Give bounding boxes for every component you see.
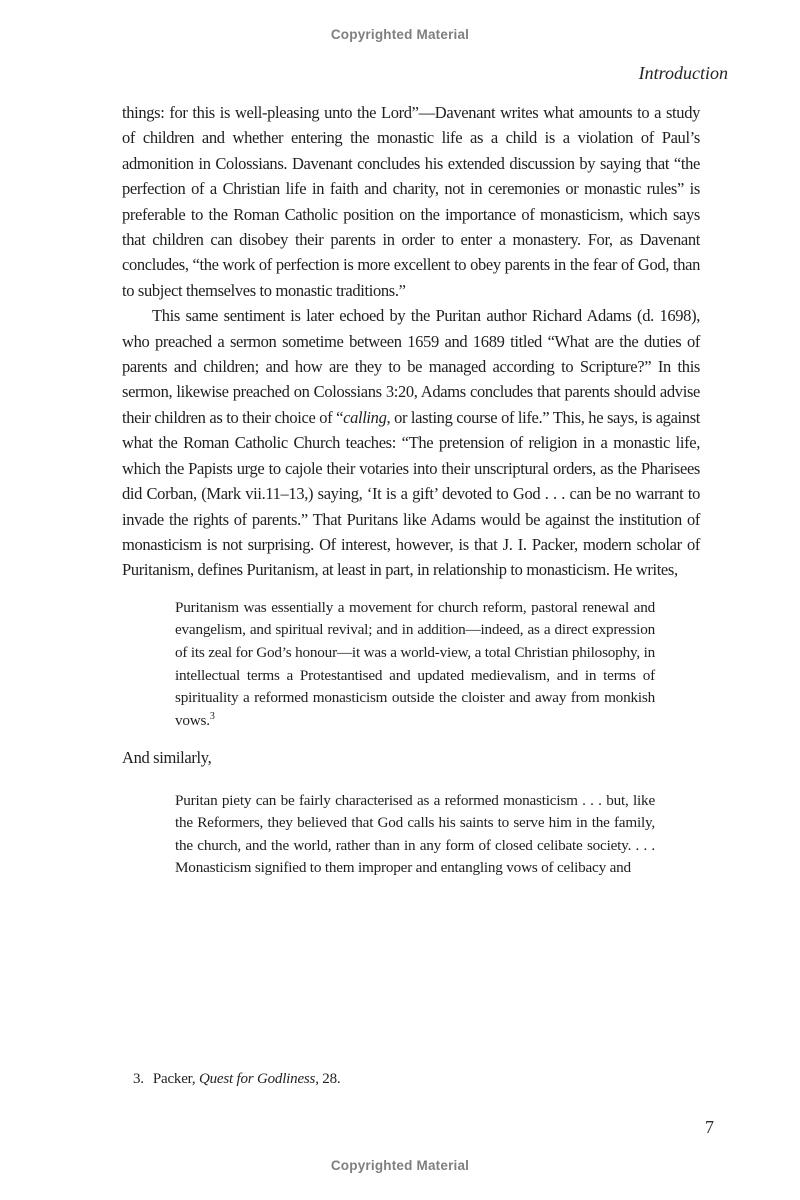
running-head: Introduction: [638, 63, 728, 83]
block-quote-packer-2: [175, 790, 655, 880]
footnote-number: 3.: [133, 1071, 144, 1087]
body-text: [122, 100, 700, 880]
copyright-notice-top: Copyrighted Material: [330, 27, 470, 42]
paragraph-interlude: And similarly,: [122, 748, 212, 768]
paragraph-davenant: [122, 100, 700, 303]
italic-term-calling: calling: [343, 407, 387, 427]
block-quote-packer-2-text: Puritan piety can be fairly characterised as a reformed monasticism . . . but, like the Reformers, they believed that God calls his saints to serve him in the family, the church, and the world, rather than in any form of closed celibate society. . . . Monasticism signified to them improper and entangling vows of celibacy and: [175, 791, 655, 877]
page-number: 7: [705, 1117, 714, 1137]
footnote-text-before-title: Packer,: [152, 1071, 199, 1087]
copyright-notice-bottom: Copyrighted Material: [330, 1158, 470, 1173]
paragraph-davenant-text: things: for this is well-pleasing unto the Lord”—Davenant writes what amounts to a study of children and whether entering the monastic life as a child is a violation of Paul’s admonition in Colossians. Davenant concludes his extended discussion by saying that “the perfection of a Christian life in faith and charity, not in ceremonies or monastic rules” is preferable to the Roman Catholic position on the importance of monasticism, which says that children can disobey their parents in order to enter a monastery. For, as Davenant concludes, “the work of perfection is more excellent to obey parents in the fear of God, than to subject themselves to monastic traditions.”: [122, 103, 700, 300]
paragraph-adams-packer: [122, 303, 700, 582]
block-quote-packer-1: [175, 597, 655, 733]
footnote-reference-3: 3: [209, 710, 215, 722]
block-quote-packer-1-text: Puritanism was essentially a movement for church reform, pastoral renewal and evangelism, and spiritual revival; and in addition—indeed, as a direct expression of its zeal for God’s honour—it was a world-view, a total Christian philosophy, in intellectual terms a Protestantised and updated medievalism, and in terms of spirituality a reformed monasticism outside the cloister and away from monkish vows.: [175, 598, 655, 729]
footnote-book-title: Quest for Godliness: [198, 1071, 316, 1087]
paragraph-adams-text-before: This same sentiment is later echoed by the Puritan author Richard Adams (d. 1698), who preached a sermon sometime between 1659 and 1689 titled “What are the duties of parents and children; and how are they to be managed according to Scripture?” In this sermon, likewise preached on Colossians 3:20, Adams concludes that parents should advise their children as to their choice of “: [122, 306, 700, 427]
footnote-text-after-title: , 28.: [315, 1071, 341, 1087]
footnote: [133, 1071, 340, 1088]
paragraph-adams-text-after: , or lasting course of life.” This, he says, is against what the Roman Catholic Church teaches: “The pretension of religion in a monastic life, which the Papists urge to cajole their votaries into their unscriptural orders, as the Pharisees did Corban, (Mark vii.11–13,) saying, ‘It is a gift’ devoted to God . . . can be no warrant to invade the rights of parents.” That Puritans like Adams would be against the institution of monasticism is not surprising. Of interest, however, is that J. I. Packer, modern scholar of Puritanism, defines Puritanism, at least in part, in relationship to monasticism. He writes,: [122, 407, 700, 580]
